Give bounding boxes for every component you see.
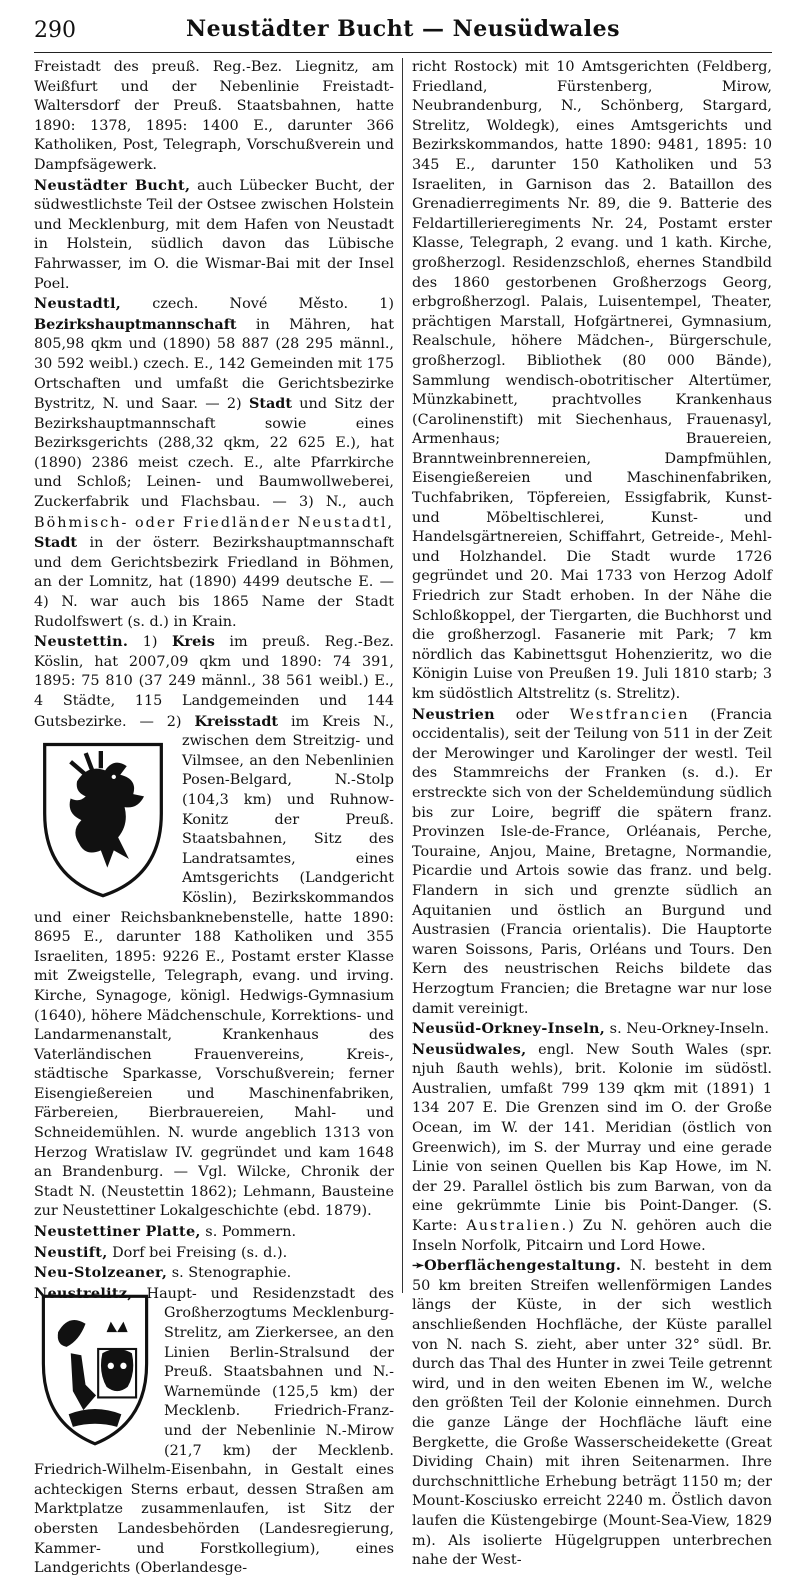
- continuation-paragraph: richt Rostock) mit 10 Amtsgerichten (Feldberg, Friedland, Fürstenberg, Mirow, Neubrandenburg, N., Schönberg, Stargard, Strelitz, Woldegk), eines Amtsgerichts und Bezirkskommandos, hatte 1890: 9481, 1895: 10 345 E., darunter 150 Katholiken und 53 Israeliten, in Garnison das 2. Bataillon des Grenadierregiments Nr. 89, die 9. Batterie des Feldartillerieregiments Nr. 24, Postamt erster Klasse, Telegraph, 2 evang. und 1 kath. Kirche, großherzogl. Residenzschloß, ehernes Standbild des 1860 gestorbenen Großherzogs Georg, erbgroßherzogl. Palais, Luisentempel, Theater, prächtigen Marstall, Hofgärtnerei, Gymnasium, Realschule, höhere Mädchen-, Bürgerschule, großherzogl. Bibliothek (80 000 Bände), Sammlung wendisch-obotritischer Altertümer, Münzkabinett, prachtvolles Krankenhaus (Carolinenstift) mit Siechenhaus, Frauenasyl, Armenhaus; Brauereien, Branntweinbrennereien, Dampfmühlen, Eisengießereien und Maschinenfabriken, Tuchfabriken, Töpfereien, Essigfabrik, Kunst- und Möbeltischlerei, Kunst- und Handelsgärtnereien, Schiffahrt, Getreide-, Mehl- und Holzhandel. Die Stadt wurde 1726 gegründet und 20. Mai 1733 von Herzog Adolf Friedrich zur Stadt erhoben. In der Nähe die Schloßkoppel, der Tiergarten, die Buchhorst und die großherzogl. Fasanerie mit Park; 7 km nördlich das Kabinettsgut Hohenzieritz, wo die Königin Luise von Preußen 19. Juli 1810 starb; 3 km südöstlich Altstrelitz (s. Strelitz).: [412, 59, 772, 702]
- entry-neusuedwales: Neusüdwales, engl. New South Wales (spr. njuh ßauth wehls), brit. Kolonie im südöstl. Australien, umfaßt 799 139 qkm mit (1891) 1 134 207 E. Die Grenzen sind im O. der Große Ocean, im W. der 141. Meridian (östlich von Greenwich), im S. der Murray und eine gerade Linie von seinen Quellen bis Kap Howe, im N. der 29. Parallel östlich bis zum Barwan, von da eine gekrümmte Linie bis Point-Danger. (S. Karte: Australien.) Zu N. gehören auch die Inseln Norfolk, Pitcairn und Lord Howe.: [412, 1040, 772, 1254]
- entry-neustettin: Neustettin. 1) Kreis im preuß. Reg.-Bez. Köslin, hat 2007,09 qkm und 1890: 74 391, 1895: 75 810 (37 249 männl., 38 561 weibl.) E., 4 Städte, 115 Landgemeinden und 144 Gutsbezirke. — 2) Kreisstadt im Kreis N., zwischen dem Streitzig- und Vilmsee, an den Nebenlinien Posen-Belgard, N.-Stolp (104,3 km) und Ruhnow-Konitz der Preuß. Staatsbahnen, Sitz des Landratsamtes, eines Amtsgerichts (Landgericht Köslin), Bezirkskommandos und einer Reichsbanknebenstelle, hatte 1890: 8695 E., darunter 188 Katholiken und 355 Israeliten, 1895: 9226 E., Postamt erster Klasse mit Zweigstelle, Telegraph, evang. und irving. Kirche, Synagoge, königl. Hedwigs-Gymnasium (1640), höhere Mädchenschule, Korrektions- und Landarmenanstalt, Krankenhaus des Vaterländischen Frauenvereins, Kreis-, städtische Sparkasse, Vorschußverein; ferner Eisengießereien und Maschinenfabriken, Färbereien, Bierbrauereien, Mahl- und Schneidemühlen. N. wurde angeblich 1313 von Herzog Wratislaw IV. gegründet und kam 1648 an Brandenburg. — Vgl. Wilcke, Chronik der Stadt N. (Neustettin 1862); Lehmann, Bausteine zur Neustettiner Lokalgeschichte (ebd. 1879).: [34, 633, 394, 1220]
- entry-neustift: Neustift, Dorf bei Freising (s. d.).: [34, 1243, 288, 1261]
- page-number: 290: [34, 18, 76, 43]
- entry-neustettiner-platte: Neustettiner Platte, s. Pommern.: [34, 1223, 297, 1241]
- headword: Neu-Stolzeaner,: [34, 1264, 168, 1282]
- headword: Neustädter Bucht,: [34, 176, 191, 194]
- arrow-icon: ➛: [412, 1257, 425, 1275]
- column-divider: [402, 58, 403, 1293]
- headword: Neusüd-Orkney-Inseln,: [412, 1020, 606, 1038]
- page-header: [34, 8, 772, 53]
- headword: Neustrien: [412, 705, 495, 723]
- right-column: [412, 58, 772, 1571]
- section-oberflaechengestaltung: ➛Oberflächengestaltung. N. besteht in dem 50 km breiten Streifen wellenförmigen Landes längs der Küste, in der sich westlich anschließenden Hochfläche, der Küste parallel von N. nach S. zieht, aber unter 32° südl. Br. durch das Thal des Hunter in zwei Teile getrennt wird, und in den weiten Ebenen im W., welche den größten Teil der Kolonie einnehmen. Durch die ganze Länge der Hochfläche läuft eine Bergkette, die Große Wasserscheidekette (Great Dividing Chain) mit ihren Seitenarmen. Ihre durchschnittliche Erhebung beträgt 1150 m; der Mount-Kosciusko erreicht 2240 m. Östlich davon laufen die Küstengebirge (Mount-Sea-View, 1829 m). Als isolierte Hügelgruppen unterbrechen nahe der West-: [412, 1257, 772, 1569]
- section-heading: Oberflächengestaltung.: [424, 1257, 622, 1275]
- entry-neustrelitz: Neustrelitz, Haupt- und Residenzstadt des Großherzogtums Mecklenburg-Strelitz, am Zierkersee, an den Linien Berlin-Stralsund der Preuß. Staatsbahnen und N.-Warnemünde (125,5 km) der Mecklenb. Friedrich-Franz- und der Nebenlinie N.-Mirow (21,7 km) der Mecklenb. Friedrich-Wilhelm-Eisenbahn, in Gestalt eines achteckigen Sterns erbaut, dessen Straßen am Marktplatze zusammenlaufen, ist Sitz der obersten Landesbehörden (Landesregierung, Kammer- und Forstkollegium), eines Landgerichts (Oberlandesge-: [34, 1284, 394, 1577]
- continuation-paragraph: Freistadt des preuß. Reg.-Bez. Liegnitz, am Weißfurt und der Nebenlinie Freistadt-Waltersdorf der Preuß. Staatsbahnen, hatte 1890: 1378, 1895: 1400 E., darunter 366 Katholiken, Post, Telegraph, Vorschußverein und Dampfsägewerk.: [34, 59, 394, 173]
- headword: Neustettiner Platte,: [34, 1223, 201, 1241]
- headword: Neustift,: [34, 1243, 108, 1261]
- entry-neu-stolzeaner: Neu-Stolzeaner, s. Stenographie.: [34, 1264, 292, 1282]
- neustrelitz-coat-of-arms-icon: [34, 1290, 156, 1448]
- entry-neustadtl: Neustadtl, czech. Nové Město. 1) Bezirkshauptmannschaft in Mähren, hat 805,98 qkm und (1890) 58 887 (28 295 männl., 30 592 weibl.) czech. E., 142 Gemeinden mit 175 Ortschaften und umfaßt die Gerichtsbezirke Bystritz, N. und Saar. — 2) Stadt und Sitz der Bezirkshauptmannschaft sowie eines Bezirksgerichts (288,32 qkm, 22 625 E.), hat (1890) 2386 meist czech. E., alte Pfarrkirche und Schloß; Leinen- und Baumwollweberei, Zuckerfabrik und Flachsbau. — 3) N., auch Böhmisch- oder Friedländer Neustadtl, Stadt in der österr. Bezirkshauptmannschaft und dem Gerichtsbezirk Friedland in Böhmen, an der Lomnitz, hat (1890) 4499 deutsche E. — 4) N. war auch bis 1865 Name der Stadt Rudolfswert (s. d.) in Krain.: [34, 295, 394, 630]
- entry-neustrien: Neustrien oder Westfrancien (Francia occidentalis), seit der Teilung von 511 in der Zeit der Merowinger und Karolinger der westl. Teil des Stammreichs der Franken (s. d.). Er erstreckte sich von der Scheldemündung südlich bis zur Loire, begriff die spätern franz. Provinzen Isle-de-France, Orléanais, Perche, Touraine, Anjou, Maine, Bretagne, Normandie, Picardie und Artois sowie das franz. und belg. Flandern in sich und grenzte südlich an Aquitanien und östlich an Burgund und Austrasien (Francia orientalis). Die Hauptorte waren Soissons, Paris, Orléans und Tours. Den Kern des neustrischen Reichs bildete das Herzogtum Francien; die Bretagne war nur lose damit vereinigt.: [412, 705, 772, 1017]
- headword: Neustrelitz,: [34, 1284, 133, 1302]
- left-column: [34, 58, 394, 1579]
- running-title: Neustädter Bucht — Neusüdwales: [186, 16, 620, 42]
- headword: Neusüdwales,: [412, 1040, 527, 1058]
- entry-neusued-orkney-inseln: Neusüd-Orkney-Inseln, s. Neu-Orkney-Inseln.: [412, 1020, 769, 1038]
- headword: Neustadtl,: [34, 295, 122, 313]
- entry-neustaedter-bucht: Neustädter Bucht, auch Lübecker Bucht, der südwestlichste Teil der Ostsee zwischen Holstein und Mecklenburg, mit dem Hafen von Neustadt in Holstein, südlich davon das Lübische Fahrwasser, im O. die Wismar-Bai mit der Insel Poel.: [34, 176, 394, 292]
- headword: Neustettin.: [34, 633, 129, 651]
- neustettin-coat-of-arms-icon: [34, 738, 172, 900]
